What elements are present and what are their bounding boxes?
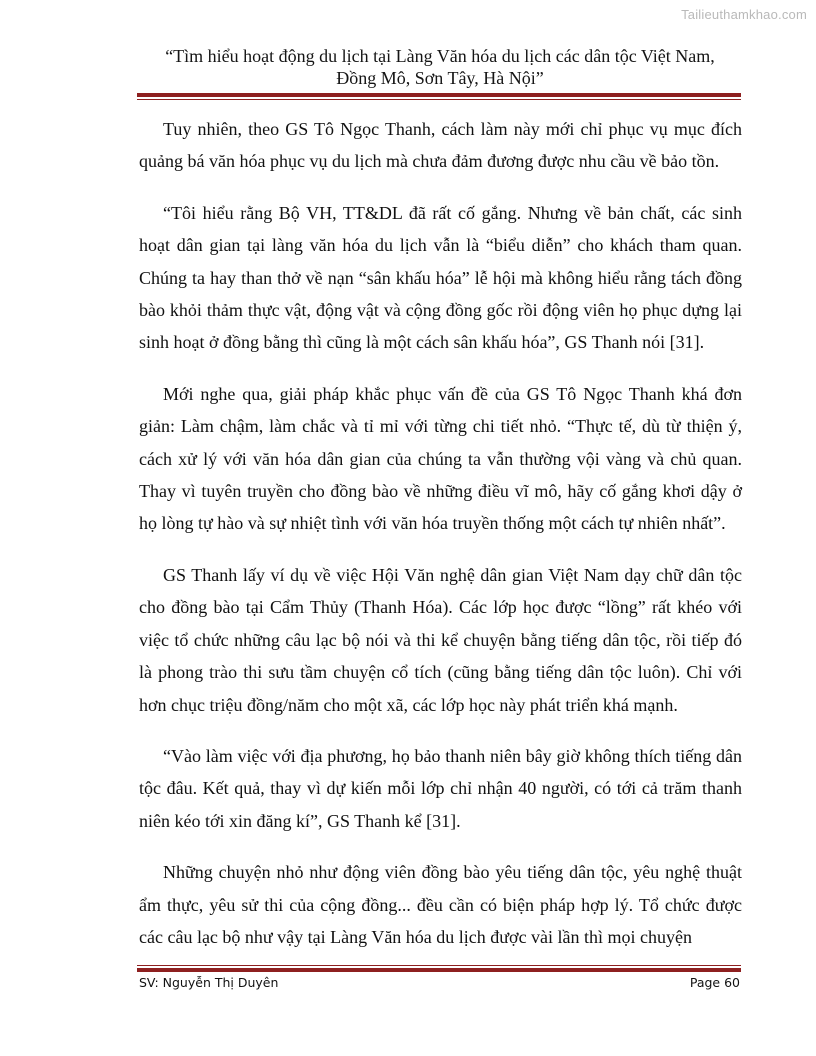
footer-author: SV: Nguyễn Thị Duyên [139,975,279,990]
body-paragraph: Những chuyện nhỏ như động viên đồng bào yêu tiếng dân tộc, yêu nghệ thuật ẩm thực, yêu sử thi của cộng đồng... đều cần có biện pháp hợp lý. Tổ chức được các câu lạc bộ như vậy tại Làng Văn hóa du lịch được vài lần thì mọi chuyện [139,862,742,947]
running-header [140,45,740,89]
footer-page-number: Page 60 [689,975,740,990]
header-title-line-1: “Tìm hiểu hoạt động du lịch tại Làng Văn hóa du lịch các dân tộc Việt Nam, [165,46,715,66]
header-title-line-2: Đồng Mô, Sơn Tây, Hà Nội” [336,68,544,88]
watermark: Tailieuthamkhao.com [681,7,807,22]
body-paragraph: Tuy nhiên, theo GS Tô Ngọc Thanh, cách làm này mới chỉ phục vụ mục đích quảng bá văn hóa phục vụ du lịch mà chưa đảm đương được nhu cầu về bảo tồn. [139,119,742,172]
running-footer [139,975,740,990]
document-body [139,113,742,972]
footer-divider [137,965,741,972]
body-paragraph: “Vào làm việc với địa phương, họ bảo thanh niên bây giờ không thích tiếng dân tộc đâu. Kết quả, thay vì dự kiến mỗi lớp chỉ nhận 40 người, có tới cả trăm thanh niên kéo tới xin đăng kí”, GS Thanh kể [31]. [139,745,742,831]
body-paragraph: “Tôi hiểu rằng Bộ VH, TT&DL đã rất cố gắng. Nhưng về bản chất, các sinh hoạt dân gian tại làng văn hóa du lịch vẫn là “biểu diễn” cho khách tham quan. Chúng ta hay than thở về nạn “sân khấu hóa” lễ hội mà không hiểu rằng tách đồng bào khỏi thảm thực vật, động vật và cộng đồng gốc rồi động viên họ phục dựng lại sinh hoạt ở đồng bằng thì cũng là một cách sân khấu hóa”, GS Thanh nói [31]. [139,202,742,353]
body-paragraph: Mới nghe qua, giải pháp khắc phục vấn đề của GS Tô Ngọc Thanh khá đơn giản: Làm chậm, làm chắc và tỉ mỉ với từng chi tiết nhỏ. “Thực tế, dù từ thiện ý, cách xử lý với văn hóa dân gian của chúng ta vẫn thường vội vàng và chủ quan. Thay vì tuyên truyền cho đồng bào về những điều vĩ mô, hãy cố gắng khơi dậy ở họ lòng tự hào và sự nhiệt tình với văn hóa truyền thống một cách tự nhiên nhất”. [139,383,742,534]
header-divider [137,93,741,100]
body-paragraph: GS Thanh lấy ví dụ về việc Hội Văn nghệ dân gian Việt Nam dạy chữ dân tộc cho đồng bào tại Cẩm Thủy (Thanh Hóa). Các lớp học được “lồng” rất khéo với việc tổ chức những câu lạc bộ nói và thi kể chuyện bằng tiếng dân tộc, rồi tiếp đó là phong trào thi sưu tầm chuyện cổ tích (cũng bằng tiếng dân tộc luôn). Chỉ với hơn chục triệu đồng/năm cho một xã, các lớp học này phát triển khá mạnh. [139,564,742,715]
